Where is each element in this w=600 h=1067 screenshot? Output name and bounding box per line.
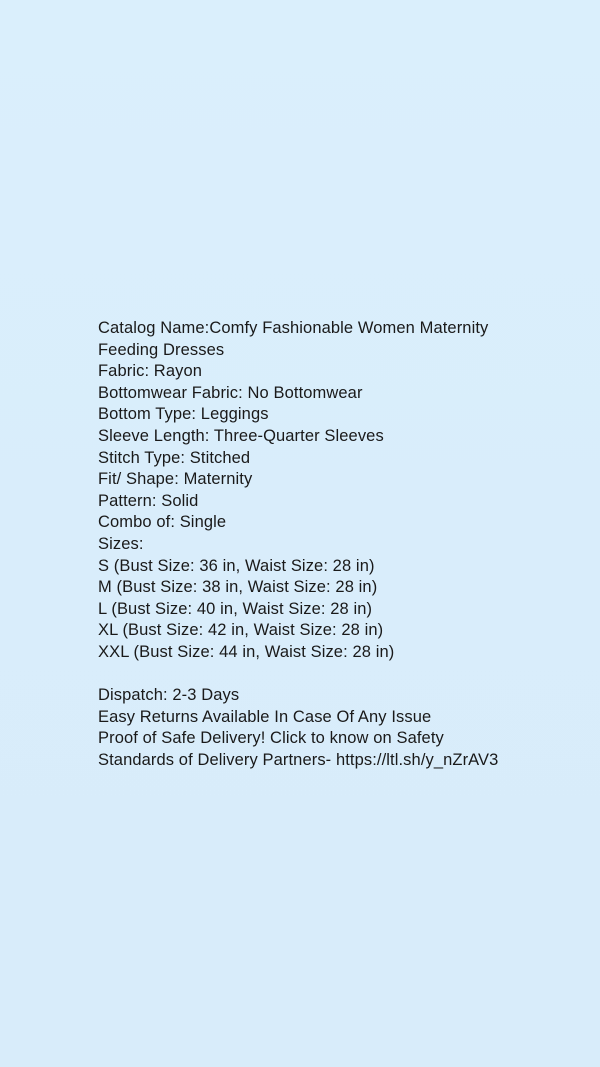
safe-delivery-line-1: Proof of Safe Delivery! Click to know on Safety bbox=[98, 729, 444, 748]
size-option-l: L (Bust Size: 40 in, Waist Size: 28 in) bbox=[98, 599, 373, 618]
safe-delivery-line-2: Standards of Delivery Partners- https://ltl.sh/y_nZrAV3 bbox=[98, 750, 499, 769]
attribute-fit-shape: Fit/ Shape: Maternity bbox=[98, 470, 253, 489]
delivery-info bbox=[98, 685, 568, 771]
dispatch-info: Dispatch: 2-3 Days bbox=[98, 686, 240, 705]
size-option-s: S (Bust Size: 36 in, Waist Size: 28 in) bbox=[98, 556, 375, 575]
sizes-section bbox=[98, 534, 568, 664]
attribute-pattern: Pattern: Solid bbox=[98, 491, 199, 510]
returns-info: Easy Returns Available In Case Of Any Issue bbox=[98, 707, 432, 726]
size-option-xxl: XXL (Bust Size: 44 in, Waist Size: 28 in) bbox=[98, 642, 395, 661]
attribute-stitch-type: Stitch Type: Stitched bbox=[98, 448, 251, 467]
attribute-bottom-type: Bottom Type: Leggings bbox=[98, 405, 269, 424]
size-option-xl: XL (Bust Size: 42 in, Waist Size: 28 in) bbox=[98, 621, 384, 640]
attribute-combo-of: Combo of: Single bbox=[98, 513, 227, 532]
product-description-block bbox=[98, 318, 568, 771]
attribute-sleeve-length: Sleeve Length: Three-Quarter Sleeves bbox=[98, 426, 384, 445]
catalog-name-line-1: Catalog Name:Comfy Fashionable Women Maternity bbox=[98, 319, 489, 337]
size-option-m: M (Bust Size: 38 in, Waist Size: 28 in) bbox=[98, 578, 378, 597]
attribute-bottomwear-fabric: Bottomwear Fabric: No Bottomwear bbox=[98, 383, 363, 402]
catalog-name bbox=[98, 318, 568, 361]
attribute-list bbox=[98, 361, 568, 534]
attribute-fabric: Fabric: Rayon bbox=[98, 362, 203, 381]
catalog-name-line-2: Feeding Dresses bbox=[98, 340, 225, 359]
section-spacer bbox=[98, 664, 568, 686]
sizes-label: Sizes: bbox=[98, 534, 144, 553]
